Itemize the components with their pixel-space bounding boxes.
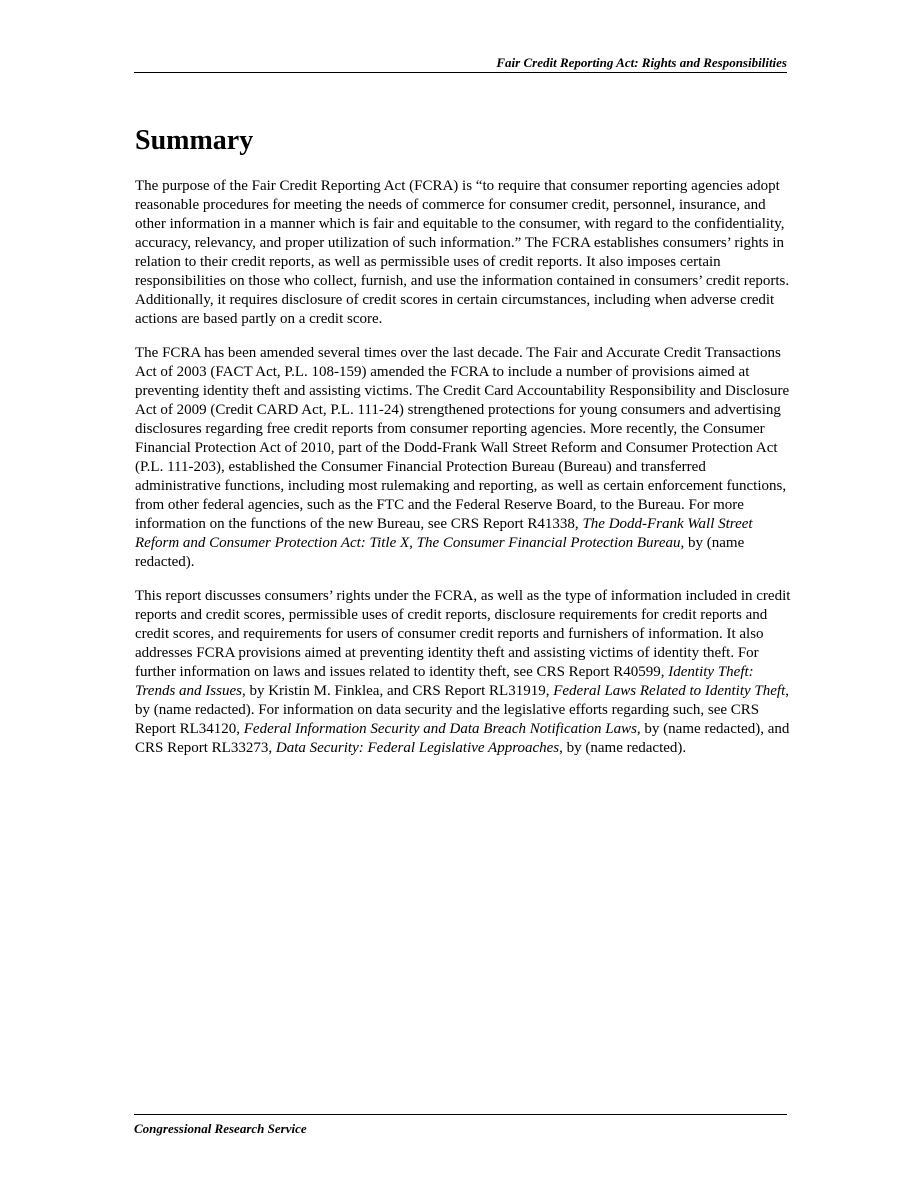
paragraph-purpose xyxy=(135,177,795,329)
paragraph-scope xyxy=(135,587,795,758)
paragraph-amendments xyxy=(135,344,795,572)
paragraph-text: , by (name redacted). xyxy=(135,535,745,570)
paragraph-text: This report discusses consumers’ rights under the FCRA, as well as the type of information included in credit reports and credit scores, permissible uses of credit reports, disclosure requirements for credit reports and credit scores, and requirements for users of consumer credit reports and furnishers of information. It also addresses FCRA provisions aimed at preventing identity theft and assisting victims of identity theft. For further information on laws and issues related to identity theft, see CRS Report R40599, xyxy=(135,588,791,680)
running-header: Fair Credit Reporting Act: Rights and Responsibilities xyxy=(134,55,787,73)
section-title: Summary xyxy=(135,125,254,156)
paragraph-text: , by (name redacted). For information on data security and the legislative efforts regarding such, see CRS Report RL34120, xyxy=(135,683,790,737)
summary-body xyxy=(135,177,795,773)
page-footer: Congressional Research Service xyxy=(134,1114,787,1137)
report-title-data-breach-laws: Federal Information Security and Data Breach Notification Laws xyxy=(243,721,637,737)
report-title-federal-laws-identity-theft: Federal Laws Related to Identity Theft xyxy=(553,683,786,699)
report-title-identity-theft-trends: Identity Theft: Trends and Issues xyxy=(135,664,754,699)
paragraph-text: , by (name redacted). xyxy=(559,740,687,756)
paragraph-text: The FCRA has been amended several times over the last decade. The Fair and Accurate Credit Transactions Act of 2003 (FACT Act, P.L. 108-159) amended the FCRA to include a number of provisions aimed at preventing identity theft and assisting victims. The Credit Card Accountability Responsibility and Disclosure Act of 2009 (Credit CARD Act, P.L. 111-24) strengthened protections for young consumers and advertising disclosures regarding free credit reports from consumer reporting agencies. More recently, the Consumer Financial Protection Act of 2010, part of the Dodd-Frank Wall Street Reform and Consumer Protection Act (P.L. 111-203), established the Consumer Financial Protection Bureau (Bureau) and transferred administrative functions, including most rulemaking and reporting, as well as certain enforcement functions, from other federal agencies, such as the FTC and the Federal Reserve Board, to the Bureau. For more information on the functions of the new Bureau, see CRS Report R41338, xyxy=(135,345,790,532)
paragraph-text: The purpose of the Fair Credit Reporting Act (FCRA) is “to require that consumer reporting agencies adopt reasonable procedures for meeting the needs of commerce for consumer credit, personnel, insurance, and other information in a manner which is fair and equitable to the consumer, with regard to the confidentiality, accuracy, relevancy, and proper utilization of such information.” The FCRA establishes consumers’ rights in relation to their credit reports, as well as permissible uses of credit reports. It also imposes certain responsibilities on those who collect, furnish, and use the information contained in consumers’ credit reports. Additionally, it requires disclosure of credit scores in certain circumstances, including when adverse credit actions are based partly on a credit score. xyxy=(135,178,790,327)
paragraph-text: , by Kristin M. Finklea, and CRS Report RL31919, xyxy=(241,683,554,699)
report-title-dodd-frank: The Dodd-Frank Wall Street Reform and Consumer Protection Act: Title X, The Consumer Financial Protection Bureau xyxy=(135,516,753,551)
paragraph-text: , by (name redacted), and CRS Report RL33273, xyxy=(135,721,790,756)
report-title-data-security: Data Security: Federal Legislative Approaches xyxy=(275,740,560,756)
